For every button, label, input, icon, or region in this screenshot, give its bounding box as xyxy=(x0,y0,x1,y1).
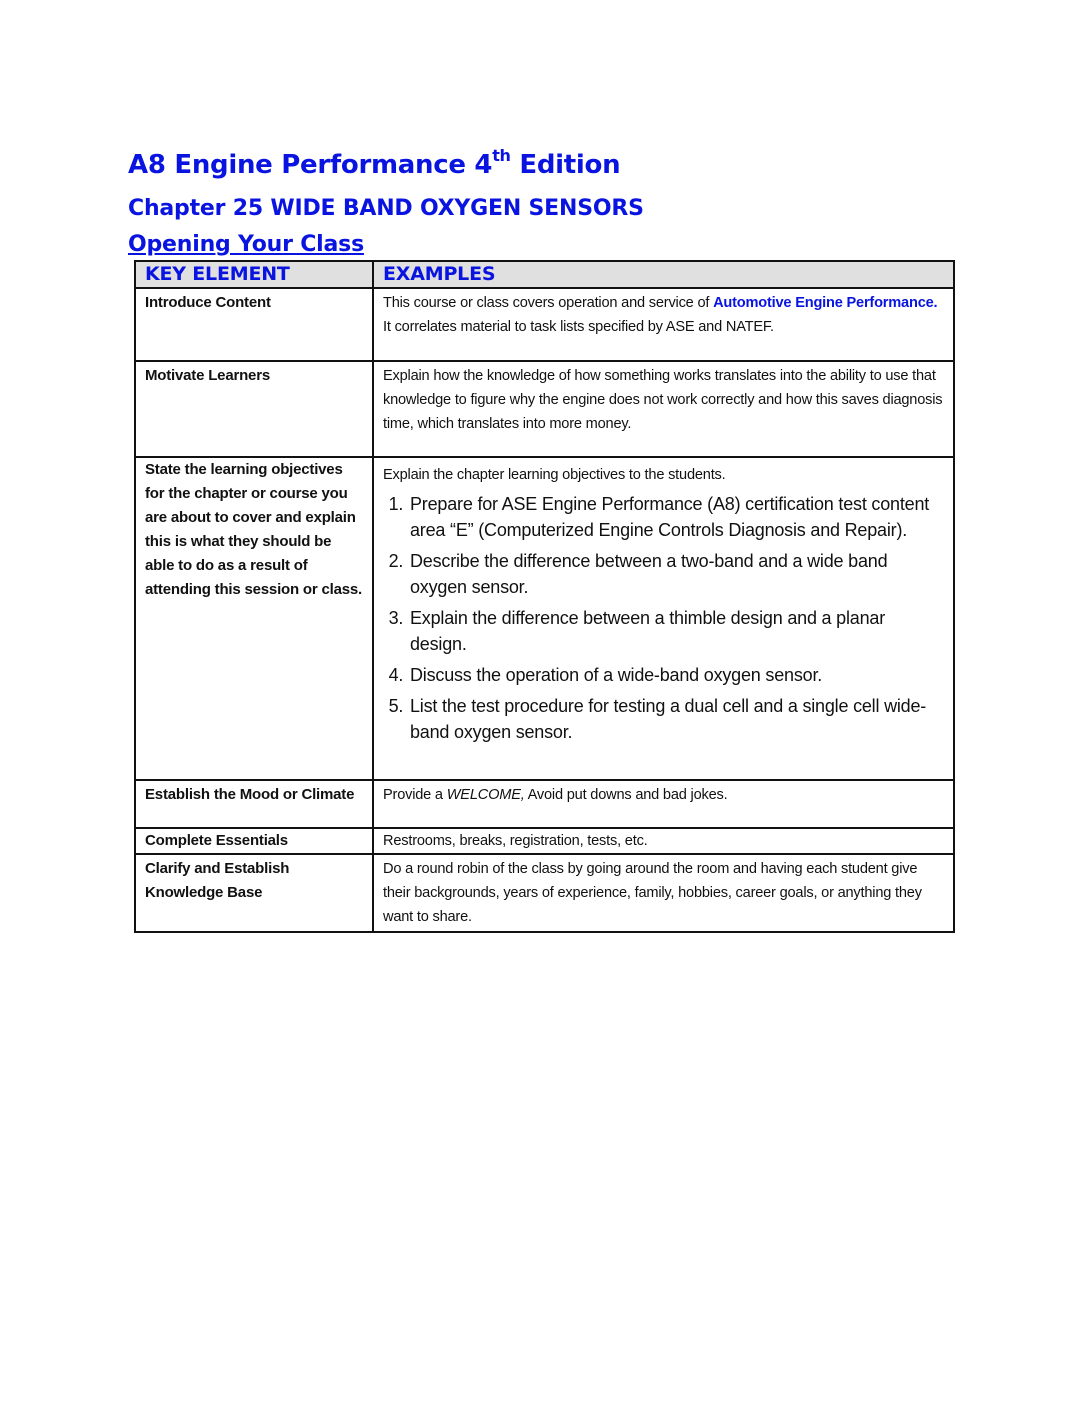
example-cell: Explain how the knowledge of how something works translates into the ability to use that knowledge to figure why the engine does not work correctly and how this saves diagnosis time, which translates into more money. xyxy=(373,361,954,457)
table-row xyxy=(135,288,954,361)
table-row xyxy=(135,457,954,780)
header-examples: EXAMPLES xyxy=(373,261,954,288)
table-row xyxy=(135,854,954,932)
header-key-element: KEY ELEMENT xyxy=(135,261,373,288)
objective-item: 1. Prepare for ASE Engine Performance (A8) certification test content area “E” (Computerized Engine Controls Diagnosis and Repair). xyxy=(408,491,944,543)
title-superscript: th xyxy=(492,146,511,165)
title-text: A8 Engine Performance 4 xyxy=(128,150,493,180)
document-title xyxy=(128,146,621,180)
opening-class-table xyxy=(134,260,955,933)
italic-text: WELCOME, xyxy=(446,787,525,803)
objective-item: 5. List the test procedure for testing a dual cell and a single cell wide-band oxygen sensor. xyxy=(408,693,944,745)
example-cell xyxy=(373,780,954,828)
example-cell: Restrooms, breaks, registration, tests, etc. xyxy=(373,828,954,854)
key-cell: Complete Essentials xyxy=(135,828,373,854)
objectives-list xyxy=(383,491,944,745)
table-row xyxy=(135,361,954,457)
key-cell: Clarify and Establish Knowledge Base xyxy=(135,854,373,932)
example-text: Provide a xyxy=(383,787,447,803)
objective-item: 4. Discuss the operation of a wide-band oxygen sensor. xyxy=(408,662,944,688)
example-cell xyxy=(373,288,954,361)
example-cell xyxy=(373,457,954,780)
section-heading: Opening Your Class xyxy=(128,232,364,257)
key-cell: Motivate Learners xyxy=(135,361,373,457)
table-row xyxy=(135,828,954,854)
objective-item: 2. Describe the difference between a two-band and a wide band oxygen sensor. xyxy=(408,548,944,600)
chapter-heading: Chapter 25 WIDE BAND OXYGEN SENSORS xyxy=(128,196,644,221)
example-text: It correlates material to task lists specified by ASE and NATEF. xyxy=(383,319,774,335)
example-text: This course or class covers operation and service of xyxy=(383,295,714,311)
objectives-intro: Explain the chapter learning objectives to the students. xyxy=(383,467,726,483)
example-text: Avoid put downs and bad jokes. xyxy=(524,787,728,803)
key-cell: State the learning objectives for the chapter or course you are about to cover and explain this is what they should be able to do as a result of attending this session or class. xyxy=(135,457,373,780)
table-header-row xyxy=(135,261,954,288)
table-row xyxy=(135,780,954,828)
key-cell: Establish the Mood or Climate xyxy=(135,780,373,828)
example-cell: Do a round robin of the class by going around the room and having each student give their backgrounds, years of experience, family, hobbies, career goals, or anything they want to share. xyxy=(373,854,954,932)
title-tail: Edition xyxy=(510,150,621,180)
key-cell: Introduce Content xyxy=(135,288,373,361)
objective-item: 3. Explain the difference between a thimble design and a planar design. xyxy=(408,605,944,657)
highlight-text: Automotive Engine Performance. xyxy=(713,295,938,311)
